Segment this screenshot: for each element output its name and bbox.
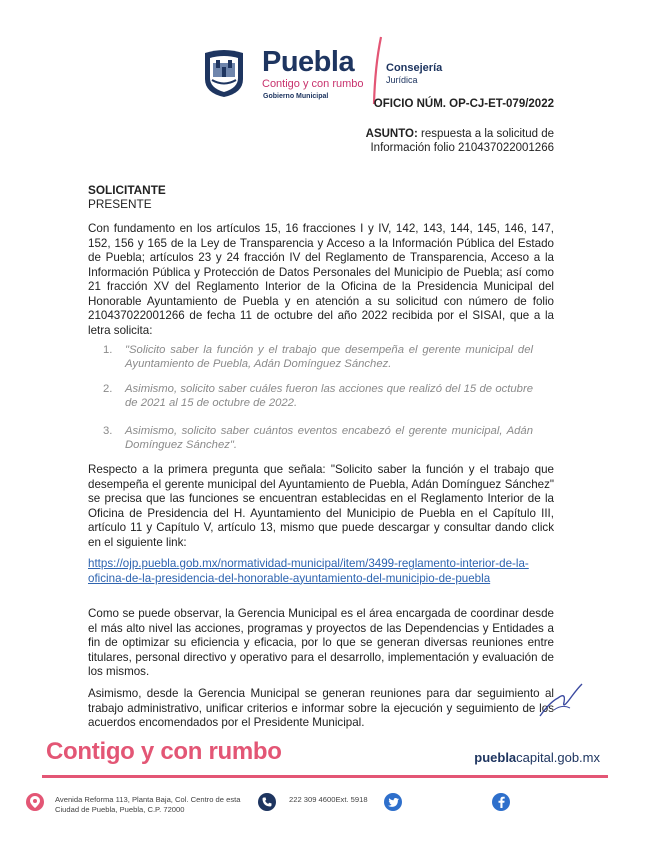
location-pin-icon <box>26 793 44 811</box>
footer-phone: 222 309 4600Ext. 5918 <box>289 795 368 804</box>
paragraph-legal-basis: Con fundamento en los artículos 15, 16 fracciones I y IV, 142, 143, 144, 145, 146, 147, 152, 156 y 165 de la Ley de Transparencia y Acceso a la Información Pública del Estado de Puebla; artículos 23 y 24 fracción IV del Reglamento de Transparencia, Acceso a la Información Pública y Protección de Datos Personales del Municipio de Puebla; así como 21 fracción XV del Reglamento Interior de la Oficina de la Presidencia Municipal del Honorable Ayuntamiento de Puebla y en atención a su solicitud con número de folio 210437022001266 de fecha 11 de octubre del año 2022 recibida por el SISAI, que a la letra solicita: <box>88 222 554 337</box>
oficio-number: OFICIO NÚM. OP-CJ-ET-079/2022 <box>373 98 554 110</box>
signature-mark <box>536 680 586 720</box>
footer-address: Avenida Reforma 113, Planta Baja, Col. Centro de esta Ciudad de Puebla, Puebla, C.P. 72000 <box>55 795 241 814</box>
question-number: 2. <box>103 383 113 395</box>
facebook-icon[interactable] <box>492 793 510 811</box>
question-text: Asimismo, solicito saber cuántos eventos encabezó el gerente municipal, Adán Domínguez Sánchez". <box>125 425 533 451</box>
asunto-label: ASUNTO: <box>365 128 418 140</box>
logo-government-label: Gobierno Municipal <box>263 93 329 100</box>
asunto-text-line2: Información folio 210437022001266 <box>370 142 554 154</box>
logo-wordmark: Puebla <box>262 46 355 78</box>
paragraph-gerencia-meetings: Asimismo, desde la Gerencia Municipal se generan reuniones para dar seguimiento al trabajo administrativo, unificar criterios e informar sobre la ejecución y seguimiento de los acuerdos encomendados por el Presidente Municipal. <box>88 687 554 729</box>
municipal-seal-logo <box>199 49 249 99</box>
footer-slogan: Contigo y con rumbo <box>46 738 282 765</box>
question-number: 3. <box>103 425 113 437</box>
phone-icon <box>258 793 276 811</box>
recipient-heading: SOLICITANTE <box>88 183 166 197</box>
regulation-link[interactable]: https://ojp.puebla.gob.mx/normatividad-municipal/item/3499-reglamento-interior-de-la-oficina-de-la-presidencia-del-honorable-ayuntamiento-del-municipio-de-puebla <box>88 557 529 585</box>
office-name: Consejería <box>386 62 443 74</box>
asunto-text: respuesta a la solicitud de <box>421 128 554 140</box>
twitter-icon[interactable] <box>384 793 402 811</box>
question-text: Asimismo, solicito saber cuáles fueron las acciones que realizó del 15 de octubre de 2021 al 15 de octubre de 2022. <box>125 383 533 409</box>
recipient-presente: PRESENTE <box>88 197 152 211</box>
logo-tagline: Contigo y con rumbo <box>262 78 364 90</box>
logo-accent-stroke <box>372 36 384 106</box>
footer-website[interactable] <box>474 750 600 765</box>
paragraph-gerencia-role: Como se puede observar, la Gerencia Municipal es el área encargada de coordinar desde el más alto nivel las acciones, programas y proyectos de las Dependencias y Entidades a fin de optimizar su eficiencia y eficacia, por lo que se generan diversas reuniones entre titulares, personal directivo y operativo para el desarrollo, implementación y evaluación de los mismos. <box>88 607 554 678</box>
footer-website-bold: puebla <box>474 750 517 765</box>
footer-website-domain: capital.gob.mx <box>516 750 600 765</box>
question-text: "Solicito saber la función y el trabajo que desempeña el gerente municipal del Ayuntamiento de Puebla, Adán Domínguez Sánchez. <box>125 344 533 370</box>
office-subname: Jurídica <box>386 75 418 85</box>
asunto-block <box>294 127 554 155</box>
paragraph-first-answer: Respecto a la primera pregunta que señala: "Solicito saber la función y el trabajo que desempeña el gerente municipal del Ayuntamiento de Puebla, Adán Domínguez Sánchez" se precisa que las funciones se encuentran establecidas en el Reglamento Interior de la Oficina de Presidencia del H. Ayuntamiento del Municipio de Puebla en el Capítulo III, artículo 11 y Capítulo V, artículo 13, mismo que puede descargar y consultar dando click en el siguiente link: <box>88 463 554 549</box>
footer-divider <box>42 775 608 778</box>
question-number: 1. <box>103 344 113 356</box>
